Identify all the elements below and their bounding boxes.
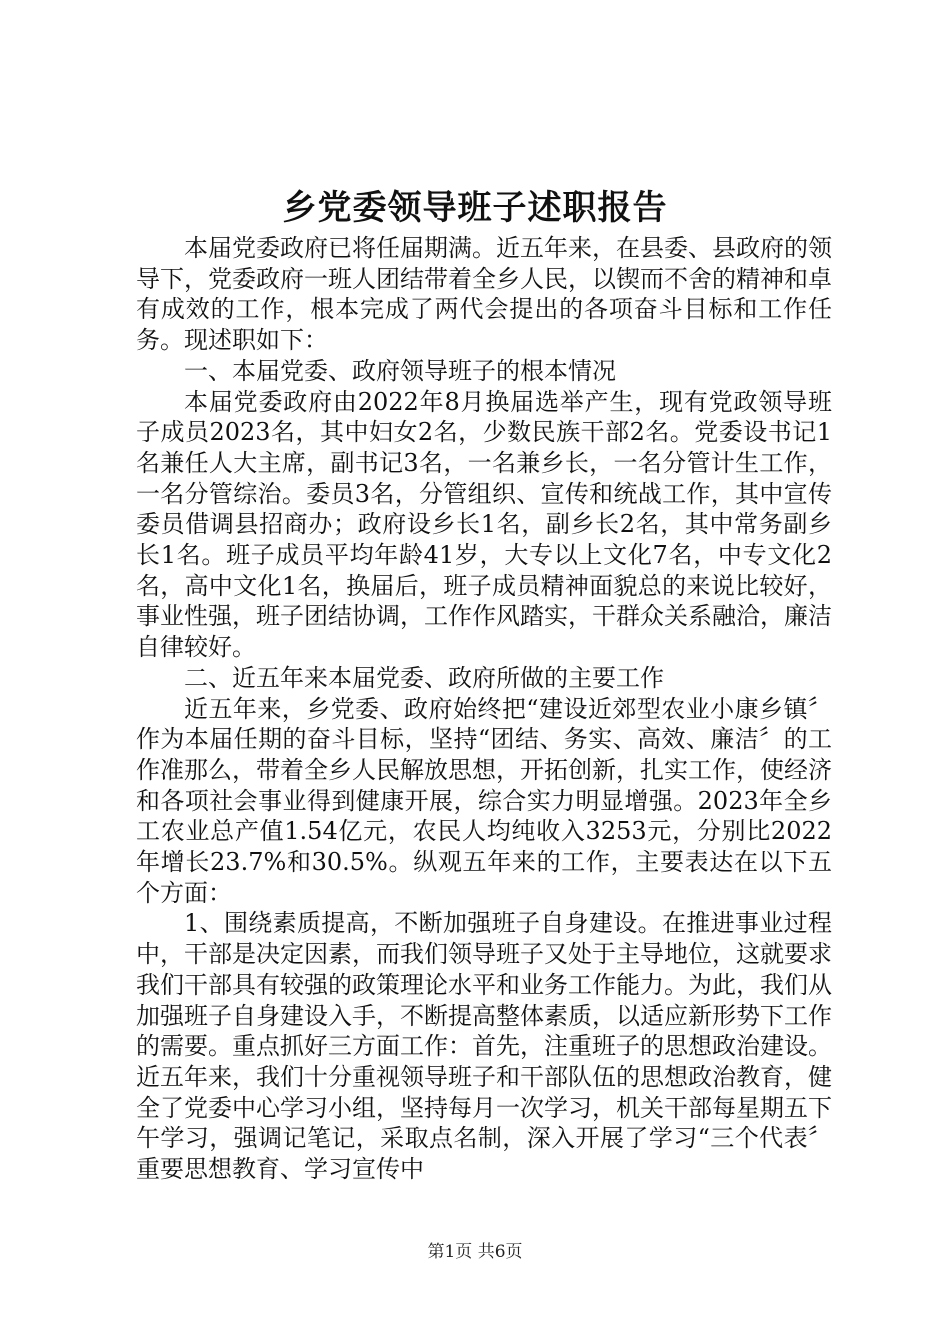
paragraph-item-1: 1、围绕素质提高，不断加强班子自身建设。在推进事业过程中，干部是决定因素，而我们领导班子又处于主导地位，这就要求我们干部具有较强的政策理论水平和业务工作能力。为此，我们从加强班子自身建设入手，不断提高整体素质，以适应新形势下工作的需要。重点抓好三方面工作：首先，注重班子的思想政治建设。近五年来，我们十分重视领导班子和干部队伍的思想政治教育，健全了党委中心学习小组，坚持每月一次学习，机关干部每星期五下午学习，强调记笔记，采取点名制，深入开展了学习“三个代表〞重要思想教育、学习宣传中 [136,909,832,1184]
paragraph-team-overview: 本届党委政府由2022年8月换届选举产生，现有党政领导班子成员2023名，其中妇女2名，少数民族干部2名。党委设书记1名兼任人大主席，副书记3名，一名兼乡长，一名分管计生工作，一名分管综治。委员3名，分管组织、宣传和统战工作，其中宣传委员借调县招商办；政府设乡长1名，副乡长2名，其中常务副乡长1名。班子成员平均年龄41岁，大专以上文化7名，中专文化2名，高中文化1名，换届后，班子成员精神面貌总的来说比较好，事业性强，班子团结协调，工作作风踏实，干群众关系融洽，廉洁自律较好。 [136,387,832,662]
document-title: 乡党委领导班子述职报告 [282,188,668,228]
section-heading-1: 一、本届党委、政府领导班子的根本情况 [184,356,616,385]
paragraph-main-work: 近五年来，乡党委、政府始终把“建设近郊型农业小康乡镇〞作为本届任期的奋斗目标，坚持“团结、务实、高效、廉洁〞的工作准那么，带着全乡人民解放思想，开拓创新，扎实工作，使经济和各项社会事业得到健康开展，综合实力明显增强。2023年全乡工农业总产值1.54亿元，农民人均纯收入3253元，分别比2022年增长23.7%和30.5%。纵观五年来的工作，主要表达在以下五个方面： [136,694,832,907]
page-footer: 第1页 共6页 [427,1242,523,1262]
document-body [136,233,832,1185]
section-heading-2: 二、近五年来本届党委、政府所做的主要工作 [184,663,664,692]
paragraph-intro: 本届党委政府已将任届期满。近五年来，在县委、县政府的领导下，党委政府一班人团结带着全乡人民，以锲而不舍的精神和卓有成效的工作，根本完成了两代会提出的各项奋斗目标和工作任务。现述职如下： [136,234,832,355]
